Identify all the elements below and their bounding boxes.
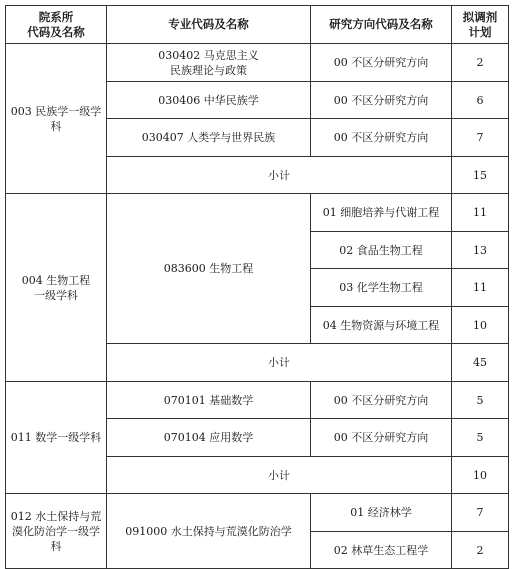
table-row [6, 494, 509, 532]
plan-cell: 7 [452, 494, 509, 532]
subtotal-label: 小计 [107, 457, 452, 494]
direction-cell: 02 林草生态工程学 [311, 532, 452, 569]
direction-cell: 02 食品生物工程 [311, 232, 452, 269]
direction-cell: 00 不区分研究方向 [311, 44, 452, 82]
direction-cell: 00 不区分研究方向 [311, 419, 452, 457]
plan-cell: 6 [452, 82, 509, 119]
plan-cell: 11 [452, 269, 509, 307]
plan-cell: 10 [452, 307, 509, 344]
direction-cell: 01 细胞培养与代谢工程 [311, 194, 452, 232]
dept-cell-011: 011 数学一级学科 [6, 382, 107, 494]
major-cell: 030406 中华民族学 [107, 82, 311, 119]
direction-cell: 00 不区分研究方向 [311, 119, 452, 157]
major-cell: 091000 水土保持与荒漠化防治学 [107, 494, 311, 569]
subtotal-value: 10 [452, 457, 509, 494]
subtotal-label: 小计 [107, 344, 452, 382]
dept-cell-004: 004 生物工程 一级学科 [6, 194, 107, 382]
header-plan: 拟调剂 计划 [452, 6, 509, 44]
plan-cell: 11 [452, 194, 509, 232]
header-row [6, 6, 509, 44]
direction-cell: 00 不区分研究方向 [311, 82, 452, 119]
table-row [6, 194, 509, 232]
major-cell: 030402 马克思主义 民族理论与政策 [107, 44, 311, 82]
major-cell: 070101 基础数学 [107, 382, 311, 419]
header-dept: 院系所 代码及名称 [6, 6, 107, 44]
direction-cell: 04 生物资源与环境工程 [311, 307, 452, 344]
header-direction: 研究方向代码及名称 [311, 6, 452, 44]
direction-cell: 01 经济林学 [311, 494, 452, 532]
major-cell: 030407 人类学与世界民族 [107, 119, 311, 157]
table-row [6, 382, 509, 419]
plan-cell: 7 [452, 119, 509, 157]
direction-cell: 03 化学生物工程 [311, 269, 452, 307]
plan-cell: 2 [452, 532, 509, 569]
direction-cell: 00 不区分研究方向 [311, 382, 452, 419]
dept-cell-003: 003 民族学一级学 科 [6, 44, 107, 194]
plan-cell: 5 [452, 419, 509, 457]
adjustment-plan-table [5, 5, 509, 569]
major-cell: 070104 应用数学 [107, 419, 311, 457]
major-cell: 083600 生物工程 [107, 194, 311, 344]
plan-cell: 13 [452, 232, 509, 269]
plan-cell: 5 [452, 382, 509, 419]
table-row [6, 44, 509, 82]
subtotal-value: 45 [452, 344, 509, 382]
subtotal-label: 小计 [107, 157, 452, 194]
plan-cell: 2 [452, 44, 509, 82]
dept-cell-012: 012 水土保持与荒 漠化防治学一级学 科 [6, 494, 107, 569]
header-major: 专业代码及名称 [107, 6, 311, 44]
subtotal-value: 15 [452, 157, 509, 194]
